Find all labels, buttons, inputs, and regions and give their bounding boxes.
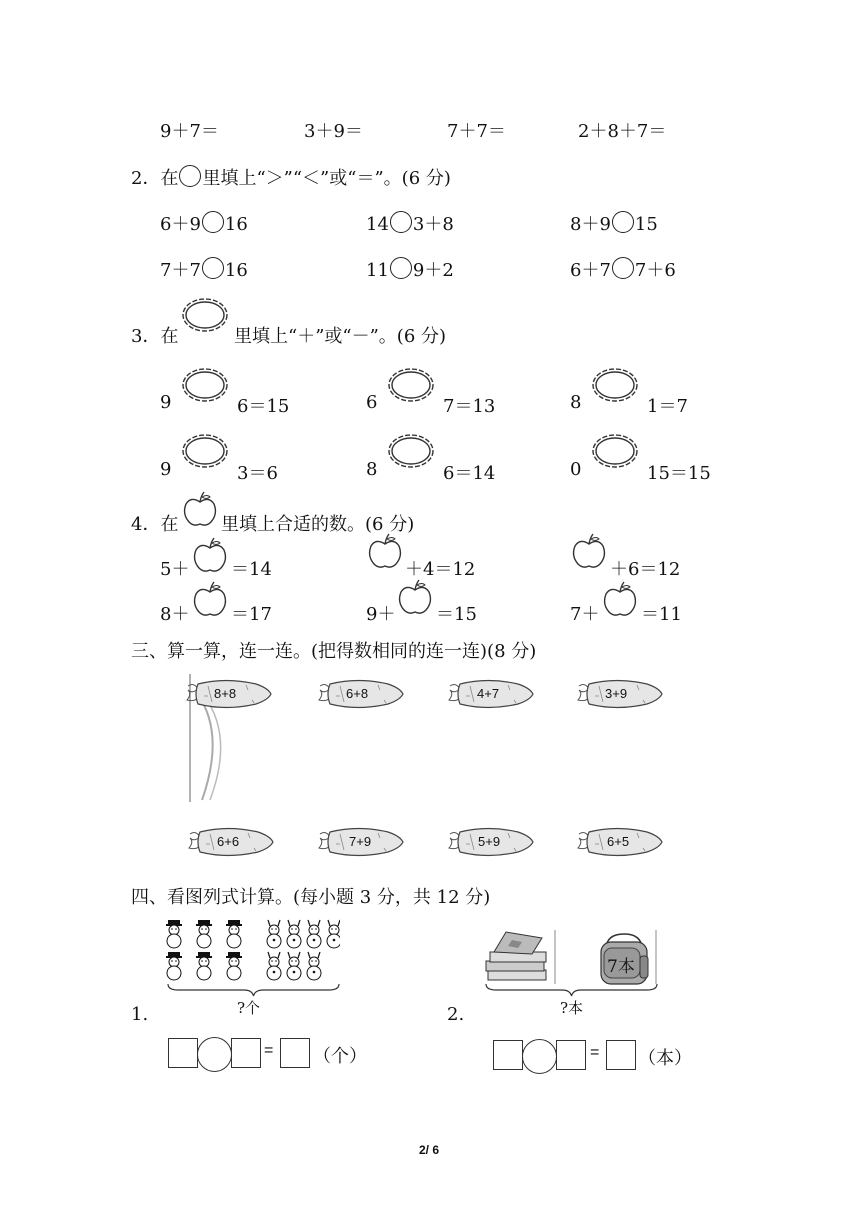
apple-blank[interactable] — [396, 578, 434, 616]
apple-blank[interactable] — [601, 580, 639, 618]
problem-2-number: 2. — [447, 1004, 465, 1025]
q3-text: 里填上“＋”或“－”。(6 分) — [234, 326, 447, 347]
answer-box[interactable] — [168, 1038, 198, 1068]
q3-item-left: 9 — [160, 392, 172, 413]
q2-item-right: 16 — [224, 214, 248, 235]
apple-blank[interactable] — [191, 580, 229, 618]
q2-item — [570, 256, 676, 282]
q2-instruction — [131, 164, 451, 190]
compare-circle[interactable] — [612, 257, 634, 279]
carrot-label: 3+9 — [605, 686, 628, 701]
backpack-label: 7本 — [607, 957, 635, 977]
answer-box[interactable] — [280, 1038, 310, 1068]
compare-circle[interactable] — [390, 257, 412, 279]
operator-circle[interactable] — [197, 1037, 232, 1072]
brace-icon — [166, 982, 341, 998]
q3-item-right: 6＝14 — [443, 463, 496, 484]
q3-number: 3．在 — [131, 326, 179, 347]
q4-item-right: ＝11 — [641, 604, 682, 625]
brace-icon — [484, 982, 659, 998]
flower-blank[interactable] — [386, 432, 436, 470]
q3-item-right: 3＝6 — [237, 463, 278, 484]
carrot-label: 7+9 — [349, 834, 372, 849]
q2-item — [160, 210, 248, 236]
q4-number: 4．在 — [131, 514, 179, 535]
carrot-label: 8+8 — [214, 686, 237, 701]
compare-circle[interactable] — [202, 257, 224, 279]
section-3-title: 三、算一算，连一连。(把得数相同的连一连)(8 分) — [131, 641, 537, 662]
compare-circle[interactable] — [612, 211, 634, 233]
flower-blank[interactable] — [590, 432, 640, 470]
q2-item — [366, 256, 454, 282]
q3-item-left: 9 — [160, 459, 172, 480]
problem-7-plus-7: 7＋7＝ — [447, 121, 506, 142]
q2-item-right: 3＋8 — [412, 214, 454, 235]
flower-icon — [180, 296, 230, 334]
operator-circle[interactable] — [522, 1039, 557, 1074]
answer-box[interactable] — [231, 1038, 261, 1068]
q4-item-left: 8＋ — [160, 604, 190, 625]
q4-item-left: 9＋ — [366, 604, 396, 625]
q2-number: 2．在 — [131, 168, 179, 189]
book-stack-icon — [486, 932, 546, 980]
brace-label: ?本 — [560, 999, 584, 1017]
q2-item — [366, 210, 454, 236]
q2-text: 里填上“＞”“＜”或“＝”。(6 分) — [202, 168, 451, 189]
equals-sign: = — [264, 1042, 274, 1059]
carrot-label: 6+8 — [346, 686, 369, 701]
q4-item-left: 5＋ — [160, 559, 190, 580]
q2-item-right: 7＋6 — [634, 260, 676, 281]
q4-item-right: ＋4＝12 — [405, 559, 476, 580]
q3-item-right: 1＝7 — [647, 396, 688, 417]
problem-1-number: 1. — [131, 1004, 149, 1025]
q2-item-right: 15 — [634, 214, 658, 235]
q3-item-left: 8 — [570, 392, 582, 413]
apple-blank[interactable] — [366, 532, 404, 570]
answer-box[interactable] — [493, 1040, 523, 1070]
carrot-label: 6+5 — [607, 834, 630, 849]
q3-item-left: 6 — [366, 392, 378, 413]
answer-box[interactable] — [556, 1040, 586, 1070]
problem-3-plus-9: 3＋9＝ — [304, 121, 363, 142]
flower-blank[interactable] — [590, 366, 640, 404]
q2-item — [160, 256, 248, 282]
q4-item-right: ＝15 — [436, 604, 477, 625]
compare-circle[interactable] — [202, 211, 224, 233]
page-number: 2/ 6 — [419, 1143, 440, 1157]
flower-blank[interactable] — [386, 366, 436, 404]
q4-item-right: ＋6＝12 — [610, 559, 681, 580]
unit-label: （本） — [638, 1048, 692, 1069]
q4-item-left: 7＋ — [570, 604, 600, 625]
q2-item-right: 9＋2 — [412, 260, 454, 281]
problem-2-plus-8-plus-7: 2＋8＋7＝ — [578, 121, 667, 142]
carrot-label: 6+6 — [217, 834, 240, 849]
q2-item-left: 14 — [366, 214, 389, 235]
equals-sign: = — [590, 1044, 600, 1061]
apple-blank[interactable] — [191, 536, 229, 574]
unit-label: （个） — [313, 1046, 367, 1067]
q4-text: 里填上合适的数。(6 分) — [221, 514, 415, 535]
q3-item-left: 8 — [366, 459, 378, 480]
q2-item-left: 7＋7 — [160, 260, 201, 281]
flower-blank[interactable] — [180, 432, 230, 470]
carrot-label: 5+9 — [478, 834, 501, 849]
answer-box[interactable] — [606, 1040, 636, 1070]
q4-item-right: ＝17 — [231, 604, 272, 625]
q2-item-left: 6＋7 — [570, 260, 611, 281]
q2-item-left: 11 — [366, 260, 389, 281]
problem-9-plus-7: 9＋7＝ — [160, 121, 219, 142]
carrot-label: 4+7 — [477, 686, 500, 701]
q3-item-left: 0 — [570, 459, 582, 480]
q3-item-right: 7＝13 — [443, 396, 496, 417]
q2-item-left: 8＋9 — [570, 214, 611, 235]
circle-icon — [179, 165, 201, 187]
q3-item-right: 6＝15 — [237, 396, 290, 417]
flower-blank[interactable] — [180, 366, 230, 404]
apple-blank[interactable] — [570, 532, 608, 570]
section-4-title: 四、看图列式计算。(每小题 3 分，共 12 分) — [131, 887, 491, 908]
q3-item-right: 15＝15 — [647, 463, 711, 484]
q2-item-right: 16 — [224, 260, 248, 281]
q2-item-left: 6＋9 — [160, 214, 201, 235]
apple-icon — [181, 490, 219, 528]
brace-label: ?个 — [237, 999, 261, 1017]
q2-item — [570, 210, 658, 236]
compare-circle[interactable] — [390, 211, 412, 233]
q4-item-right: ＝14 — [231, 559, 272, 580]
